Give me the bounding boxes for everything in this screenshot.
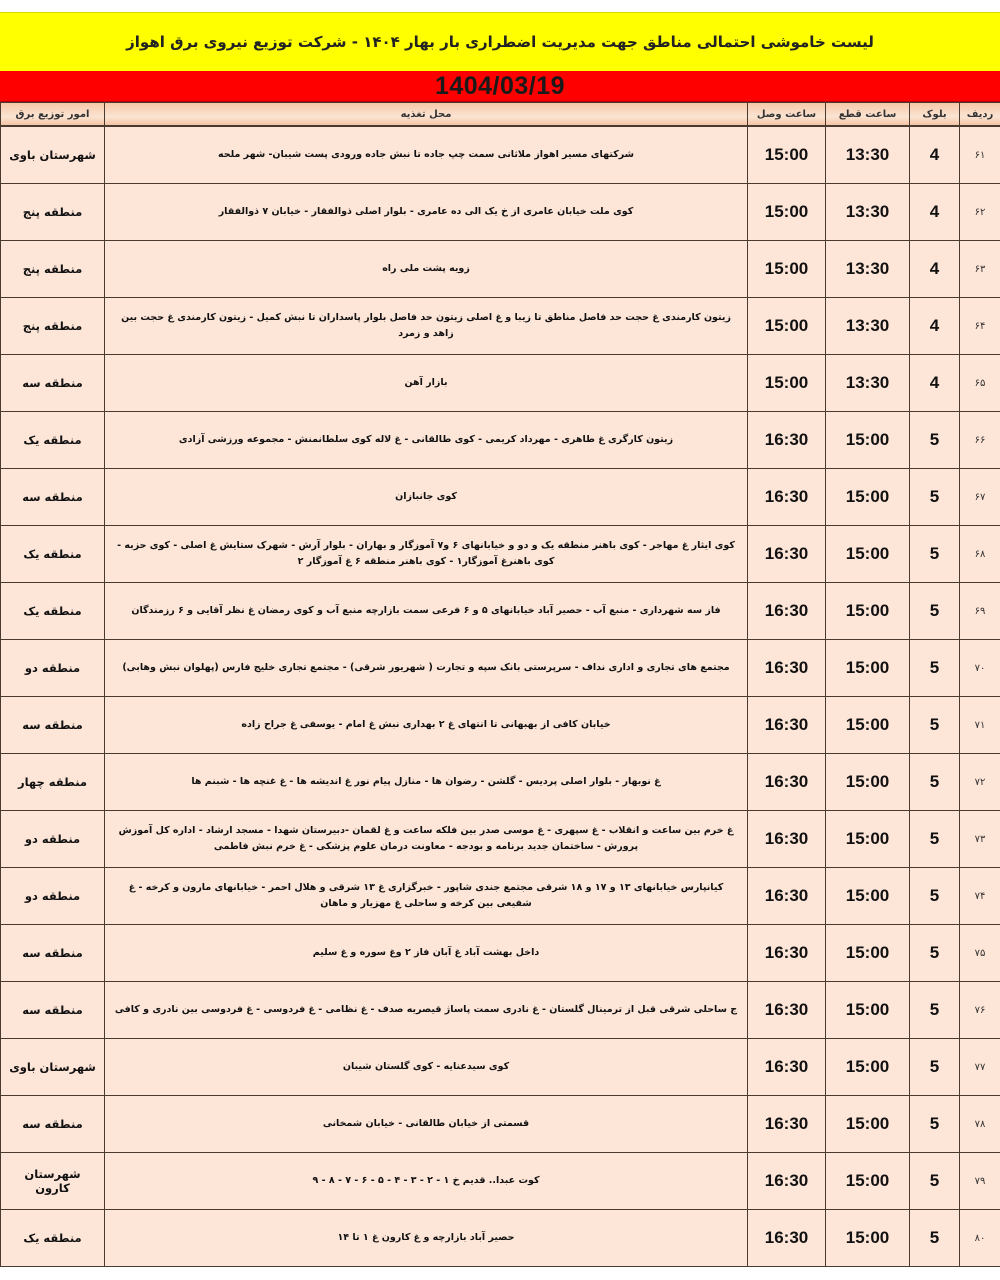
feeder-location-cell: قسمتی از خیابان طالقانی - خیابان شمخانی xyxy=(105,1096,748,1153)
row-number-cell: ۶۵ xyxy=(960,355,1000,412)
cut-time-cell: 15:00 xyxy=(826,1039,910,1096)
feeder-location-cell: مجتمع های تجاری و اداری نداف - سرپرستی بانک سپه و تجارت ( شهریور شرقی) - مجتمع تجاری خلیج فارس (پهلوان نبش وهابی) xyxy=(105,640,748,697)
feeder-location-cell: شرکتهای مسیر اهواز ملاثانی سمت چپ جاده تا نبش جاده ورودی پست شیبان- شهر ملحه xyxy=(105,126,748,184)
feeder-location-cell: غ خرم بین ساعت و انقلاب - غ سپهری - غ موسی صدر بین فلکه ساعت و غ لقمان -دبیرستان شهدا - مسجد ارشاد - اداره کل آموزش پرورش - ساختمان جدید برنامه و بودجه - معاونت درمان علوم پزشکی - غ خرم نبش فاطمی xyxy=(105,811,748,868)
block-cell: 5 xyxy=(910,925,960,982)
header-reconnect-time: ساعت وصل xyxy=(748,103,826,127)
block-cell: 5 xyxy=(910,811,960,868)
block-cell: 4 xyxy=(910,126,960,184)
reconnect-time-cell: 16:30 xyxy=(748,583,826,640)
cut-time-cell: 15:00 xyxy=(826,982,910,1039)
distribution-office-cell: شهرستان کارون xyxy=(1,1153,105,1210)
table-row xyxy=(1,640,1000,697)
distribution-office-cell: منطقه سه xyxy=(1,697,105,754)
feeder-location-cell: غ نوبهار - بلوار اصلی پردیس - گلشن - رضوان ها - منازل پیام نور غ اندیشه ها - غ غنچه ها - شبنم ها xyxy=(105,754,748,811)
cut-time-cell: 15:00 xyxy=(826,640,910,697)
block-cell: 4 xyxy=(910,184,960,241)
reconnect-time-cell: 15:00 xyxy=(748,184,826,241)
cut-time-cell: 13:30 xyxy=(826,298,910,355)
feeder-location-cell: کوی ایثار غ مهاجر - کوی باهنر منطقه یک و دو و خیابانهای ۶ و۷ آموزگار و بهاران - بلوار آرش - شهرک ستایش غ اصلی - کوی حزبه - کوی باهنرغ آموزگار۱ - کوی باهنر منطقه ۶ غ آموزگار ۲ xyxy=(105,526,748,583)
block-cell: 5 xyxy=(910,469,960,526)
cut-time-cell: 15:00 xyxy=(826,412,910,469)
cut-time-cell: 15:00 xyxy=(826,754,910,811)
block-cell: 5 xyxy=(910,1096,960,1153)
table-row xyxy=(1,1096,1000,1153)
cut-time-cell: 15:00 xyxy=(826,868,910,925)
reconnect-time-cell: 16:30 xyxy=(748,811,826,868)
feeder-location-cell: کوی جانبازان xyxy=(105,469,748,526)
row-number-cell: ۷۸ xyxy=(960,1096,1000,1153)
reconnect-time-cell: 16:30 xyxy=(748,1210,826,1267)
distribution-office-cell: منطقه دو xyxy=(1,868,105,925)
feeder-location-cell: کیانپارس خیابانهای ۱۳ و ۱۷ و ۱۸ شرقی مجتمع جندی شاپور - خبرگزاری غ ۱۳ شرقی و هلال احمر - خیابانهای مارون و کرخه - غ شفیعی بین کرخه و ساحلی غ مهزیار و ماهان xyxy=(105,868,748,925)
row-number-cell: ۷۰ xyxy=(960,640,1000,697)
header-cut-time: ساعت قطع xyxy=(826,103,910,127)
distribution-office-cell: منطقه سه xyxy=(1,1096,105,1153)
distribution-office-cell: شهرستان باوی xyxy=(1,126,105,184)
table-row xyxy=(1,697,1000,754)
block-cell: 5 xyxy=(910,1210,960,1267)
reconnect-time-cell: 16:30 xyxy=(748,1039,826,1096)
feeder-location-cell: کوت عبدا.. قدیم خ ۱ - ۲ - ۳ - ۴ - ۵ - ۶ - ۷ - ۸ - ۹ xyxy=(105,1153,748,1210)
row-number-cell: ۶۸ xyxy=(960,526,1000,583)
distribution-office-cell: منطقه سه xyxy=(1,469,105,526)
table-row xyxy=(1,868,1000,925)
reconnect-time-cell: 15:00 xyxy=(748,126,826,184)
table-row xyxy=(1,412,1000,469)
document-title: لیست خاموشی احتمالی مناطق جهت مدیریت اضطراری بار بهار ۱۴۰۴ - شرکت توزیع نیروی برق اهواز xyxy=(0,12,1000,71)
table-body xyxy=(1,126,1000,1267)
distribution-office-cell: منطقه پنج xyxy=(1,298,105,355)
feeder-location-cell: کوی سیدعنایه - کوی گلستان شیبان xyxy=(105,1039,748,1096)
feeder-location-cell: زیتون کارمندی غ حجت حد فاصل مناطق تا زیبا و غ اصلی زیتون حد فاصل بلوار پاسداران تا نبش کمیل - زیتون کارمندی غ حجت بین زاهد و زمرد xyxy=(105,298,748,355)
block-cell: 5 xyxy=(910,697,960,754)
row-number-cell: ۶۲ xyxy=(960,184,1000,241)
distribution-office-cell: منطقه پنج xyxy=(1,241,105,298)
cut-time-cell: 15:00 xyxy=(826,925,910,982)
block-cell: 5 xyxy=(910,982,960,1039)
distribution-office-cell: منطقه سه xyxy=(1,355,105,412)
feeder-location-cell: داخل بهشت آباد غ آبان فاز ۲ وغ سوره و غ سلیم xyxy=(105,925,748,982)
distribution-office-cell: منطقه پنج xyxy=(1,184,105,241)
feeder-location-cell: کوی ملت خیابان عامری از خ یک الی ده عامری - بلوار اصلی ذوالفقار - خیابان ۷ ذوالفقار xyxy=(105,184,748,241)
cut-time-cell: 15:00 xyxy=(826,811,910,868)
distribution-office-cell: منطقه دو xyxy=(1,811,105,868)
document-date: 1404/03/19 xyxy=(0,71,1000,102)
table-header-row xyxy=(1,103,1000,127)
row-number-cell: ۶۹ xyxy=(960,583,1000,640)
table-row xyxy=(1,355,1000,412)
cut-time-cell: 13:30 xyxy=(826,126,910,184)
header-row-number: ردیف xyxy=(960,103,1000,127)
feeder-location-cell: حصیر آباد بازارچه و غ کارون غ ۱ تا ۱۴ xyxy=(105,1210,748,1267)
feeder-location-cell: ج ساحلی شرقی قبل از ترمینال گلستان - غ نادری سمت پاساژ قیصریه صدف - غ نظامی - غ فردوسی - غ فردوسی بین نادری و کافی xyxy=(105,982,748,1039)
cut-time-cell: 15:00 xyxy=(826,697,910,754)
block-cell: 5 xyxy=(910,640,960,697)
block-cell: 5 xyxy=(910,412,960,469)
header-block: بلوک xyxy=(910,103,960,127)
reconnect-time-cell: 16:30 xyxy=(748,868,826,925)
row-number-cell: ۶۳ xyxy=(960,241,1000,298)
cut-time-cell: 15:00 xyxy=(826,469,910,526)
block-cell: 4 xyxy=(910,241,960,298)
cut-time-cell: 13:30 xyxy=(826,355,910,412)
distribution-office-cell: منطقه یک xyxy=(1,412,105,469)
cut-time-cell: 15:00 xyxy=(826,583,910,640)
block-cell: 5 xyxy=(910,868,960,925)
feeder-location-cell: زیتون کارگری غ طاهری - مهرداد کریمی - کوی طالقانی - غ لاله کوی سلطانمنش - مجموعه ورزشی آزادی xyxy=(105,412,748,469)
table-row xyxy=(1,925,1000,982)
table-row xyxy=(1,982,1000,1039)
table-row xyxy=(1,526,1000,583)
row-number-cell: ۷۲ xyxy=(960,754,1000,811)
reconnect-time-cell: 15:00 xyxy=(748,298,826,355)
row-number-cell: ۶۱ xyxy=(960,126,1000,184)
table-row xyxy=(1,1039,1000,1096)
distribution-office-cell: شهرستان باوی xyxy=(1,1039,105,1096)
distribution-office-cell: منطقه یک xyxy=(1,526,105,583)
distribution-office-cell: منطقه چهار xyxy=(1,754,105,811)
cut-time-cell: 15:00 xyxy=(826,1210,910,1267)
table-row xyxy=(1,184,1000,241)
table-row xyxy=(1,241,1000,298)
block-cell: 4 xyxy=(910,355,960,412)
table-row xyxy=(1,1210,1000,1267)
block-cell: 5 xyxy=(910,526,960,583)
reconnect-time-cell: 16:30 xyxy=(748,1096,826,1153)
cut-time-cell: 15:00 xyxy=(826,1096,910,1153)
row-number-cell: ۷۱ xyxy=(960,697,1000,754)
row-number-cell: ۷۷ xyxy=(960,1039,1000,1096)
cut-time-cell: 15:00 xyxy=(826,526,910,583)
distribution-office-cell: منطقه یک xyxy=(1,583,105,640)
distribution-office-cell: منطقه دو xyxy=(1,640,105,697)
table-row xyxy=(1,298,1000,355)
table-row xyxy=(1,811,1000,868)
reconnect-time-cell: 16:30 xyxy=(748,469,826,526)
cut-time-cell: 15:00 xyxy=(826,1153,910,1210)
reconnect-time-cell: 16:30 xyxy=(748,1153,826,1210)
table-row xyxy=(1,754,1000,811)
feeder-location-cell: فاز سه شهرداری - منبع آب - حصیر آباد خیابانهای ۵ و ۶ فرعی سمت بازارچه منبع آب و کوی رمضان غ نظر آقایی و ۶ رزمندگان xyxy=(105,583,748,640)
distribution-office-cell: منطقه سه xyxy=(1,982,105,1039)
feeder-location-cell: خیابان کافی از بهبهانی تا انتهای غ ۲ بهداری نبش غ امام - یوسفی غ جراح زاده xyxy=(105,697,748,754)
row-number-cell: ۷۴ xyxy=(960,868,1000,925)
block-cell: 4 xyxy=(910,298,960,355)
row-number-cell: ۶۶ xyxy=(960,412,1000,469)
outage-table xyxy=(0,102,1000,1267)
header-feeder-location: محل تغذیه xyxy=(105,103,748,127)
reconnect-time-cell: 16:30 xyxy=(748,982,826,1039)
reconnect-time-cell: 16:30 xyxy=(748,754,826,811)
row-number-cell: ۷۶ xyxy=(960,982,1000,1039)
outage-sheet xyxy=(0,12,1000,1267)
row-number-cell: ۷۵ xyxy=(960,925,1000,982)
table-row xyxy=(1,469,1000,526)
feeder-location-cell: زویه پشت ملی راه xyxy=(105,241,748,298)
reconnect-time-cell: 16:30 xyxy=(748,640,826,697)
distribution-office-cell: منطقه سه xyxy=(1,925,105,982)
table-row xyxy=(1,126,1000,184)
cut-time-cell: 13:30 xyxy=(826,241,910,298)
reconnect-time-cell: 16:30 xyxy=(748,412,826,469)
cut-time-cell: 13:30 xyxy=(826,184,910,241)
table-row xyxy=(1,583,1000,640)
feeder-location-cell: بازار آهن xyxy=(105,355,748,412)
block-cell: 5 xyxy=(910,1039,960,1096)
reconnect-time-cell: 16:30 xyxy=(748,925,826,982)
row-number-cell: ۶۷ xyxy=(960,469,1000,526)
block-cell: 5 xyxy=(910,754,960,811)
block-cell: 5 xyxy=(910,1153,960,1210)
reconnect-time-cell: 15:00 xyxy=(748,355,826,412)
distribution-office-cell: منطقه یک xyxy=(1,1210,105,1267)
reconnect-time-cell: 15:00 xyxy=(748,241,826,298)
row-number-cell: ۶۴ xyxy=(960,298,1000,355)
row-number-cell: ۷۳ xyxy=(960,811,1000,868)
table-row xyxy=(1,1153,1000,1210)
row-number-cell: ۸۰ xyxy=(960,1210,1000,1267)
row-number-cell: ۷۹ xyxy=(960,1153,1000,1210)
reconnect-time-cell: 16:30 xyxy=(748,697,826,754)
block-cell: 5 xyxy=(910,583,960,640)
reconnect-time-cell: 16:30 xyxy=(748,526,826,583)
header-distribution-office: امور توزیع برق xyxy=(1,103,105,127)
